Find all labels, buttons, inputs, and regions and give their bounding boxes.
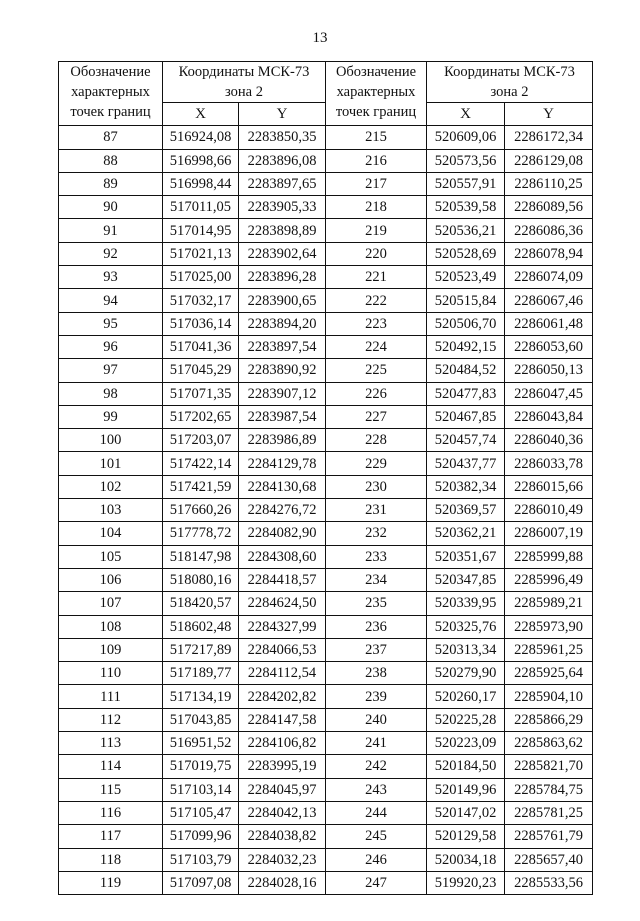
table-row: [59, 242, 593, 265]
x-value: 517217,89: [163, 638, 239, 661]
y-value: 2283898,89: [239, 219, 326, 242]
y-value: 2285925,64: [505, 662, 593, 685]
header-line: Координаты МСК-73: [444, 64, 575, 80]
y-value: 2283896,28: [239, 266, 326, 289]
point-number: 98: [59, 382, 163, 405]
x-value: 517103,14: [163, 778, 239, 801]
point-number: 234: [326, 568, 427, 591]
x-value: 517045,29: [163, 359, 239, 382]
point-number: 92: [59, 242, 163, 265]
coordinates-header: [163, 62, 326, 103]
point-number: 109: [59, 638, 163, 661]
y-value: 2286110,25: [505, 172, 593, 195]
x-value: 520147,02: [427, 801, 505, 824]
y-value: 2284028,16: [239, 871, 326, 894]
x-value: 520225,28: [427, 708, 505, 731]
y-value: 2285999,88: [505, 545, 593, 568]
x-value: 520129,58: [427, 825, 505, 848]
y-value: 2284308,60: [239, 545, 326, 568]
x-axis-header: X: [427, 103, 505, 126]
point-number: 110: [59, 662, 163, 685]
y-value: 2284624,50: [239, 592, 326, 615]
table-row: [59, 638, 593, 661]
y-value: 2286089,56: [505, 196, 593, 219]
table-header-row: [59, 62, 593, 103]
y-value: 2286074,09: [505, 266, 593, 289]
x-value: 517032,17: [163, 289, 239, 312]
x-value: 516998,44: [163, 172, 239, 195]
point-number: 112: [59, 708, 163, 731]
table-row: [59, 359, 593, 382]
y-value: 2283894,20: [239, 312, 326, 335]
x-value: 516951,52: [163, 732, 239, 755]
x-value: 517422,14: [163, 452, 239, 475]
x-value: 520557,91: [427, 172, 505, 195]
y-value: 2284106,82: [239, 732, 326, 755]
point-number: 89: [59, 172, 163, 195]
point-number: 107: [59, 592, 163, 615]
table-row: [59, 149, 593, 172]
x-value: 517189,77: [163, 662, 239, 685]
table-row: [59, 522, 593, 545]
point-number: 103: [59, 499, 163, 522]
header-line: зона 2: [490, 84, 529, 100]
y-value: 2283897,65: [239, 172, 326, 195]
y-value: 2283902,64: [239, 242, 326, 265]
x-value: 520351,67: [427, 545, 505, 568]
x-value: 520523,49: [427, 266, 505, 289]
table-row: [59, 196, 593, 219]
point-number: 117: [59, 825, 163, 848]
y-value: 2286033,78: [505, 452, 593, 475]
y-value: 2284082,90: [239, 522, 326, 545]
point-number: 87: [59, 126, 163, 149]
x-value: 520609,06: [427, 126, 505, 149]
point-number: 113: [59, 732, 163, 755]
point-number: 239: [326, 685, 427, 708]
x-value: 517134,19: [163, 685, 239, 708]
y-value: 2284129,78: [239, 452, 326, 475]
point-number: 229: [326, 452, 427, 475]
point-number: 119: [59, 871, 163, 894]
x-value: 517071,35: [163, 382, 239, 405]
point-number: 218: [326, 196, 427, 219]
point-number: 97: [59, 359, 163, 382]
x-value: 517021,13: [163, 242, 239, 265]
table-row: [59, 685, 593, 708]
point-number: 96: [59, 335, 163, 358]
point-number: 115: [59, 778, 163, 801]
point-number: 105: [59, 545, 163, 568]
point-number: 226: [326, 382, 427, 405]
point-number: 99: [59, 405, 163, 428]
point-label-header: [326, 62, 427, 126]
y-value: 2286047,45: [505, 382, 593, 405]
x-value: 517025,00: [163, 266, 239, 289]
x-value: 516998,66: [163, 149, 239, 172]
point-number: 95: [59, 312, 163, 335]
table-row: [59, 499, 593, 522]
point-number: 91: [59, 219, 163, 242]
table-body: [59, 126, 593, 895]
y-value: 2284066,53: [239, 638, 326, 661]
point-number: 100: [59, 429, 163, 452]
x-value: 520369,57: [427, 499, 505, 522]
y-value: 2284032,23: [239, 848, 326, 871]
point-number: 232: [326, 522, 427, 545]
y-value: 2286086,36: [505, 219, 593, 242]
table-row: [59, 126, 593, 149]
header-line: характерных: [336, 84, 416, 100]
y-value: 2283905,33: [239, 196, 326, 219]
x-value: 520279,90: [427, 662, 505, 685]
y-value: 2286007,19: [505, 522, 593, 545]
x-value: 520457,74: [427, 429, 505, 452]
point-number: 235: [326, 592, 427, 615]
y-value: 2284042,13: [239, 801, 326, 824]
x-value: 520347,85: [427, 568, 505, 591]
point-number: 231: [326, 499, 427, 522]
point-number: 108: [59, 615, 163, 638]
header-line: точек границ: [70, 104, 151, 120]
x-value: 520536,21: [427, 219, 505, 242]
point-number: 215: [326, 126, 427, 149]
x-value: 517041,36: [163, 335, 239, 358]
x-value: 517097,08: [163, 871, 239, 894]
x-value: 520382,34: [427, 475, 505, 498]
y-value: 2284147,58: [239, 708, 326, 731]
x-value: 517778,72: [163, 522, 239, 545]
point-number: 116: [59, 801, 163, 824]
y-value: 2286053,60: [505, 335, 593, 358]
point-number: 243: [326, 778, 427, 801]
y-value: 2284202,82: [239, 685, 326, 708]
table-row: [59, 289, 593, 312]
y-value: 2283907,12: [239, 382, 326, 405]
y-value: 2285821,70: [505, 755, 593, 778]
x-value: 517019,75: [163, 755, 239, 778]
table-row: [59, 545, 593, 568]
x-value: 518602,48: [163, 615, 239, 638]
y-value: 2286061,48: [505, 312, 593, 335]
point-number: 219: [326, 219, 427, 242]
y-axis-header: Y: [505, 103, 593, 126]
table-row: [59, 452, 593, 475]
table-row: [59, 405, 593, 428]
y-value: 2283897,54: [239, 335, 326, 358]
x-value: 520313,34: [427, 638, 505, 661]
y-value: 2284038,82: [239, 825, 326, 848]
x-value: 520506,70: [427, 312, 505, 335]
x-value: 517099,96: [163, 825, 239, 848]
y-value: 2284418,57: [239, 568, 326, 591]
y-value: 2285761,79: [505, 825, 593, 848]
point-number: 102: [59, 475, 163, 498]
x-value: 520528,69: [427, 242, 505, 265]
y-value: 2285973,90: [505, 615, 593, 638]
table-row: [59, 848, 593, 871]
y-value: 2283987,54: [239, 405, 326, 428]
table-row: [59, 708, 593, 731]
table-row: [59, 266, 593, 289]
table-row: [59, 568, 593, 591]
point-number: 242: [326, 755, 427, 778]
table-row: [59, 755, 593, 778]
page-number: 13: [312, 30, 328, 46]
y-value: 2286043,84: [505, 405, 593, 428]
header-line: зона 2: [225, 84, 263, 100]
table-row: [59, 615, 593, 638]
header-line: Обозначение: [70, 64, 151, 80]
x-value: 520573,56: [427, 149, 505, 172]
point-number: 101: [59, 452, 163, 475]
y-value: 2285657,40: [505, 848, 593, 871]
header-line: точек границ: [335, 104, 417, 120]
table-row: [59, 825, 593, 848]
point-number: 220: [326, 242, 427, 265]
y-value: 2283850,35: [239, 126, 326, 149]
y-value: 2285989,21: [505, 592, 593, 615]
x-value: 516924,08: [163, 126, 239, 149]
point-number: 246: [326, 848, 427, 871]
point-number: 118: [59, 848, 163, 871]
point-number: 241: [326, 732, 427, 755]
point-number: 216: [326, 149, 427, 172]
x-value: 520515,84: [427, 289, 505, 312]
y-value: 2284045,97: [239, 778, 326, 801]
point-number: 233: [326, 545, 427, 568]
point-number: 227: [326, 405, 427, 428]
x-value: 517014,95: [163, 219, 239, 242]
x-value: 517036,14: [163, 312, 239, 335]
x-value: 520484,52: [427, 359, 505, 382]
point-number: 111: [59, 685, 163, 708]
table-row: [59, 475, 593, 498]
table-row: [59, 871, 593, 894]
y-value: 2283896,08: [239, 149, 326, 172]
point-number: 93: [59, 266, 163, 289]
point-number: 238: [326, 662, 427, 685]
point-number: 244: [326, 801, 427, 824]
table-row: [59, 592, 593, 615]
point-number: 94: [59, 289, 163, 312]
y-value: 2285781,25: [505, 801, 593, 824]
y-value: 2283900,65: [239, 289, 326, 312]
coordinates-header: [427, 62, 593, 103]
table-row: [59, 312, 593, 335]
y-value: 2286050,13: [505, 359, 593, 382]
point-number: 223: [326, 312, 427, 335]
x-value: 520260,17: [427, 685, 505, 708]
x-value: 520467,85: [427, 405, 505, 428]
x-value: 520034,18: [427, 848, 505, 871]
point-number: 90: [59, 196, 163, 219]
x-value: 517105,47: [163, 801, 239, 824]
x-value: 519920,23: [427, 871, 505, 894]
y-value: 2286129,08: [505, 149, 593, 172]
y-value: 2285904,10: [505, 685, 593, 708]
x-value: 518147,98: [163, 545, 239, 568]
y-value: 2286067,46: [505, 289, 593, 312]
coordinates-table: [58, 61, 593, 895]
x-value: 520325,76: [427, 615, 505, 638]
point-label-header: [59, 62, 163, 126]
y-value: 2283986,89: [239, 429, 326, 452]
y-value: 2286015,66: [505, 475, 593, 498]
table-row: [59, 732, 593, 755]
table-row: [59, 778, 593, 801]
x-value: 520477,83: [427, 382, 505, 405]
y-value: 2284276,72: [239, 499, 326, 522]
point-number: 228: [326, 429, 427, 452]
y-value: 2283890,92: [239, 359, 326, 382]
point-number: 221: [326, 266, 427, 289]
x-value: 520437,77: [427, 452, 505, 475]
point-number: 104: [59, 522, 163, 545]
point-number: 240: [326, 708, 427, 731]
x-value: 517043,85: [163, 708, 239, 731]
point-number: 237: [326, 638, 427, 661]
y-value: 2284327,99: [239, 615, 326, 638]
x-value: 520149,96: [427, 778, 505, 801]
y-value: 2285961,25: [505, 638, 593, 661]
point-number: 225: [326, 359, 427, 382]
x-value: 517202,65: [163, 405, 239, 428]
point-number: 247: [326, 871, 427, 894]
point-number: 217: [326, 172, 427, 195]
y-value: 2286040,36: [505, 429, 593, 452]
x-value: 517421,59: [163, 475, 239, 498]
x-value: 520492,15: [427, 335, 505, 358]
x-value: 518420,57: [163, 592, 239, 615]
table-row: [59, 801, 593, 824]
y-value: 2285533,56: [505, 871, 593, 894]
x-value: 520362,21: [427, 522, 505, 545]
x-value: 520223,09: [427, 732, 505, 755]
point-number: 106: [59, 568, 163, 591]
x-value: 520539,58: [427, 196, 505, 219]
point-number: 230: [326, 475, 427, 498]
header-line: Обозначение: [335, 64, 417, 80]
y-value: 2285784,75: [505, 778, 593, 801]
y-value: 2286172,34: [505, 126, 593, 149]
point-number: 236: [326, 615, 427, 638]
table-row: [59, 172, 593, 195]
x-value: 518080,16: [163, 568, 239, 591]
header-line: характерных: [71, 84, 150, 100]
y-value: 2285996,49: [505, 568, 593, 591]
y-value: 2284112,54: [239, 662, 326, 685]
y-value: 2286010,49: [505, 499, 593, 522]
point-number: 114: [59, 755, 163, 778]
y-value: 2283995,19: [239, 755, 326, 778]
x-value: 517203,07: [163, 429, 239, 452]
x-value: 517660,26: [163, 499, 239, 522]
table-row: [59, 219, 593, 242]
table-row: [59, 662, 593, 685]
x-value: 517103,79: [163, 848, 239, 871]
x-value: 517011,05: [163, 196, 239, 219]
x-value: 520184,50: [427, 755, 505, 778]
point-number: 88: [59, 149, 163, 172]
point-number: 222: [326, 289, 427, 312]
table-row: [59, 382, 593, 405]
x-axis-header: X: [163, 103, 239, 126]
y-value: 2285866,29: [505, 708, 593, 731]
y-value: 2285863,62: [505, 732, 593, 755]
x-value: 520339,95: [427, 592, 505, 615]
table-row: [59, 429, 593, 452]
y-axis-header: Y: [239, 103, 326, 126]
point-number: 245: [326, 825, 427, 848]
header-line: Координаты МСК-73: [178, 64, 310, 80]
y-value: 2284130,68: [239, 475, 326, 498]
table-row: [59, 335, 593, 358]
y-value: 2286078,94: [505, 242, 593, 265]
point-number: 224: [326, 335, 427, 358]
